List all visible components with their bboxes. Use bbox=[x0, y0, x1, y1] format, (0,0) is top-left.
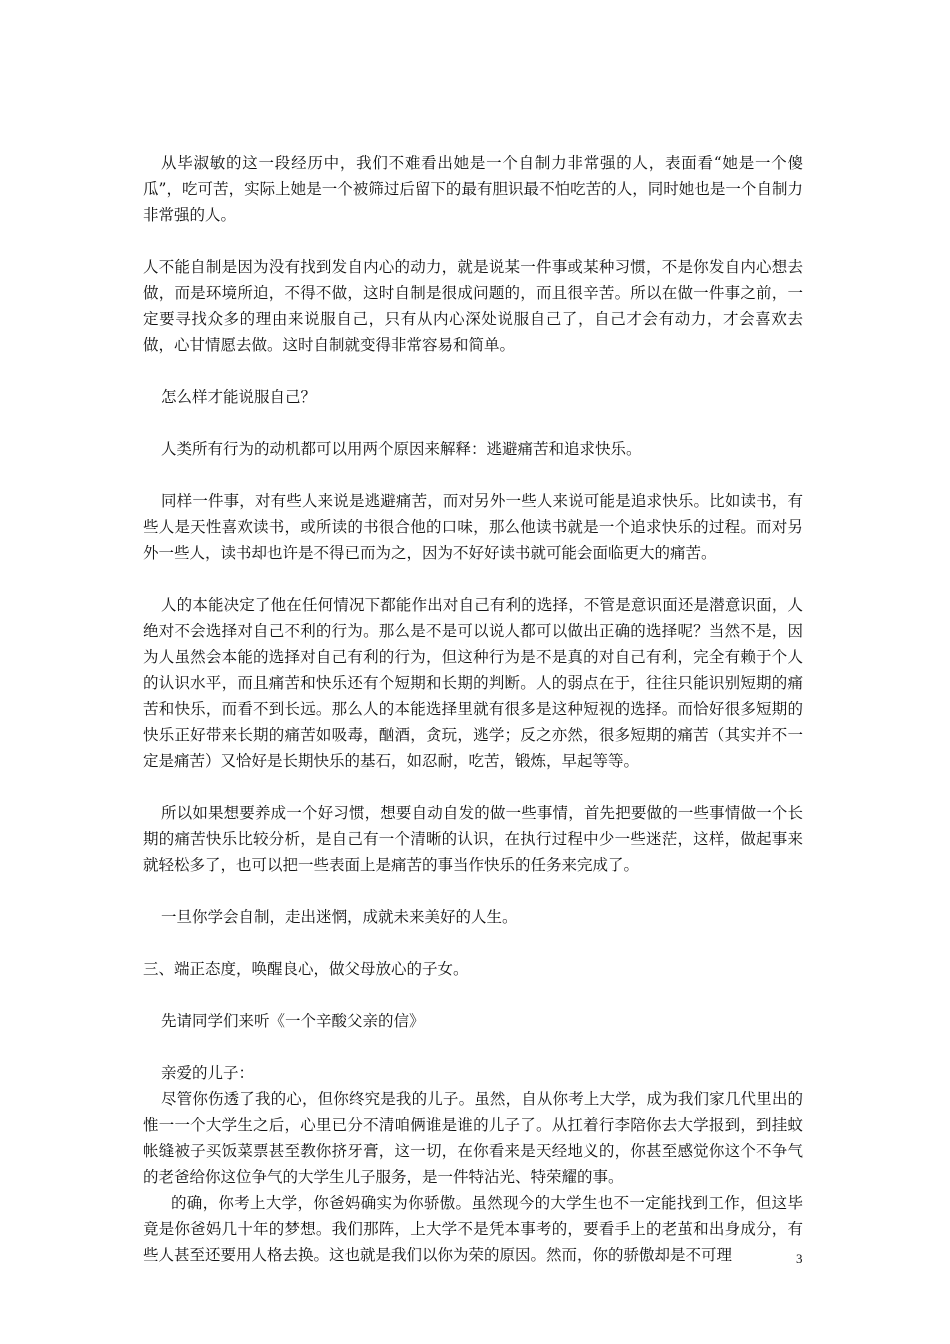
paragraph-letter-intro: 先请同学们来听《一个辛酸父亲的信》 bbox=[161, 1012, 425, 1030]
section-heading-three: 三、端正态度，唤醒良心，做父母放心的子女。 bbox=[143, 960, 469, 978]
document-body bbox=[143, 150, 803, 1268]
letter bbox=[143, 1060, 803, 1268]
paragraph-question: 怎么样才能说服自己？ bbox=[161, 388, 317, 406]
letter-body-paragraph-1: 尽管你伤透了我的心，但你终究是我的儿子。虽然，自从你考上大学，成为我们家几代里出的惟一一个大学生之后，心里已分不清咱俩谁是谁的儿子了。从扛着行李陪你去大学报到，到挂蚊帐缝被子买饭菜票甚至教你挤牙膏，这一切，在你看来是天经地义的，你甚至感觉你这个不争气的老爸给你这位争气的大学生儿子服务，是一件特沾光、特荣耀的事。 bbox=[143, 1090, 803, 1186]
paragraph-motives: 人类所有行为的动机都可以用两个原因来解释：逃避痛苦和追求快乐。 bbox=[161, 440, 642, 458]
paragraph-good-habit: 所以如果想要养成一个好习惯，想要自动自发的做一些事情，首先把要做的一些事情做一个长期的痛苦快乐比较分析，是自己有一个清晰的认识，在执行过程中少一些迷茫，这样，做起事来就轻松多了，也可以把一些表面上是痛苦的事当作快乐的任务来完成了。 bbox=[143, 804, 803, 874]
paragraph-reading-example: 同样一件事，对有些人来说是逃避痛苦，而对另外一些人来说可能是追求快乐。比如读书，有些人是天性喜欢读书，或所读的书很合他的口味，那么他读书就是一个追求快乐的过程。而对另外一些人，读书却也许是不得已而为之，因为不好好读书就可能会面临更大的痛苦。 bbox=[143, 492, 803, 562]
paragraph-instinct-choice: 人的本能决定了他在任何情况下都能作出对自己有利的选择，不管是意识面还是潜意识面，人绝对不会选择对自己不利的行为。那么是不是可以说人都可以做出正确的选择呢？当然不是，因为人虽然会本能的选择对自己有利的行为，但这种行为是不是真的对自己有利，完全有赖于个人的认识水平，而且痛苦和快乐还有个短期和长期的判断。人的弱点在于，往往只能识别短期的痛苦和快乐，而看不到长远。那么人的本能选择里就有很多是这种短视的选择。而恰好很多短期的快乐正好带来长期的痛苦如吸毒，酗酒，贪玩，逃学；反之亦然，很多短期的痛苦（其实并不一定是痛苦）又恰好是长期快乐的基石，如忍耐，吃苦，锻炼，早起等等。 bbox=[143, 596, 803, 770]
letter-salutation: 亲爱的儿子： bbox=[161, 1064, 255, 1082]
paragraph-bi-shumin: 从毕淑敏的这一段经历中，我们不难看出她是一个自制力非常强的人，表面看“她是一个傻瓜”，吃可苦，实际上她是一个被筛过后留下的最有胆识最不怕吃苦的人，同时她也是一个自制力非常强的人。 bbox=[143, 154, 803, 224]
page-number: 3 bbox=[796, 1251, 803, 1266]
letter-body-paragraph-2: 的确，你考上大学，你爸妈确实为你骄傲。虽然现今的大学生也不一定能找到工作，但这毕竟是你爸妈几十年的梦想。我们那阵，上大学不是凭本事考的，要看手上的老茧和出身成分，有些人甚至还要用人格去换。这也就是我们以你为荣的原因。然而，你的骄傲却是不可理 bbox=[143, 1194, 803, 1264]
paragraph-self-control-motivation: 人不能自制是因为没有找到发自内心的动力，就是说某一件事或某种习惯，不是你发自内心想去做，而是环境所迫，不得不做，这时自制是很成问题的，而且很辛苦。所以在做一件事之前，一定要寻找众多的理由来说服自己，只有从内心深处说服自己了，自己才会有动力，才会喜欢去做，心甘情愿去做。这时自制就变得非常容易和简单。 bbox=[143, 258, 803, 354]
paragraph-conclusion: 一旦你学会自制，走出迷惘，成就未来美好的人生。 bbox=[161, 908, 518, 926]
